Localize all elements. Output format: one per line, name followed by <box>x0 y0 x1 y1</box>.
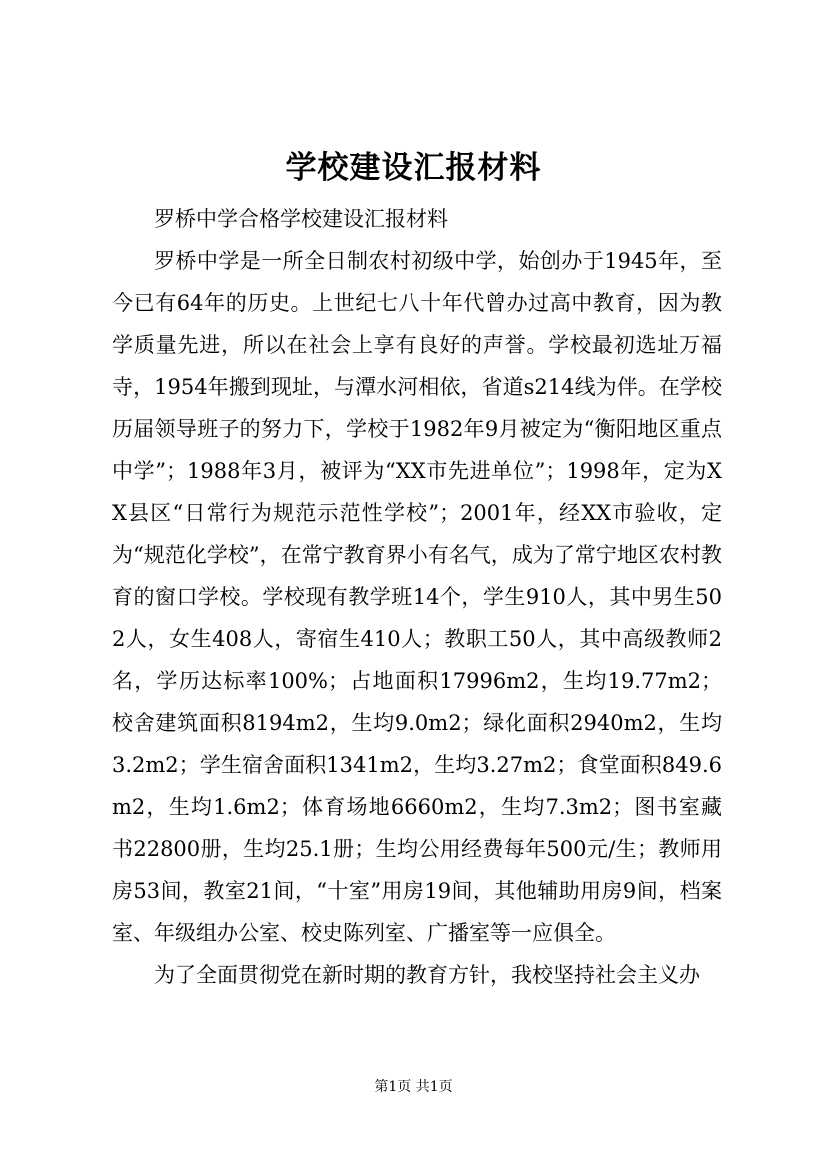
document-body <box>112 198 722 996</box>
page-number-footer: 第1页 共1页 <box>374 1079 453 1095</box>
school-introduction-paragraph: 罗桥中学是一所全日制农村初级中学，始创办于1945年，至今已有64年的历史。上世纪七八十年代曾办过高中教育，因为教学质量先进，所以在社会上享有良好的声誉。学校最初选址万福寺，1954年搬到现址，与潭水河相依，省道s214线为伴。在学校历届领导班子的努力下，学校于1982年9月被定为“衡阳地区重点中学”；1988年3月，被评为“XX市先进单位”；1998年，定为XX县区“日常行为规范示范性学校”；2001年，经XX市验收，定为“规范化学校”，在常宁教育界小有名气，成为了常宁地区农村教育的窗口学校。学校现有教学班14个，学生910人，其中男生502人，女生408人，寄宿生410人；教职工50人，其中高级教师2名，学历达标率100%；占地面积17996m2，生均19.77m2；校舍建筑面积8194m2，生均9.0m2；绿化面积2940m2，生均3.2m2；学生宿舍面积1341m2，生均3.27m2；食堂面积849.6m2，生均1.6m2；体育场地6660m2，生均7.3m2；图书室藏书22800册，生均25.1册；生均公用经费每年500元/生；教师用房53间，教室21间，“十室”用房19间，其他辅助用房9间，档案室、年级组办公室、校史陈列室、广播室等一应俱全。 <box>112 249 722 945</box>
education-policy-paragraph: 为了全面贯彻党在新时期的教育方针，我校坚持社会主义办 <box>154 963 700 987</box>
subtitle-paragraph: 罗桥中学合格学校建设汇报材料 <box>154 207 448 231</box>
document-title: 学校建设汇报材料 <box>285 150 542 186</box>
